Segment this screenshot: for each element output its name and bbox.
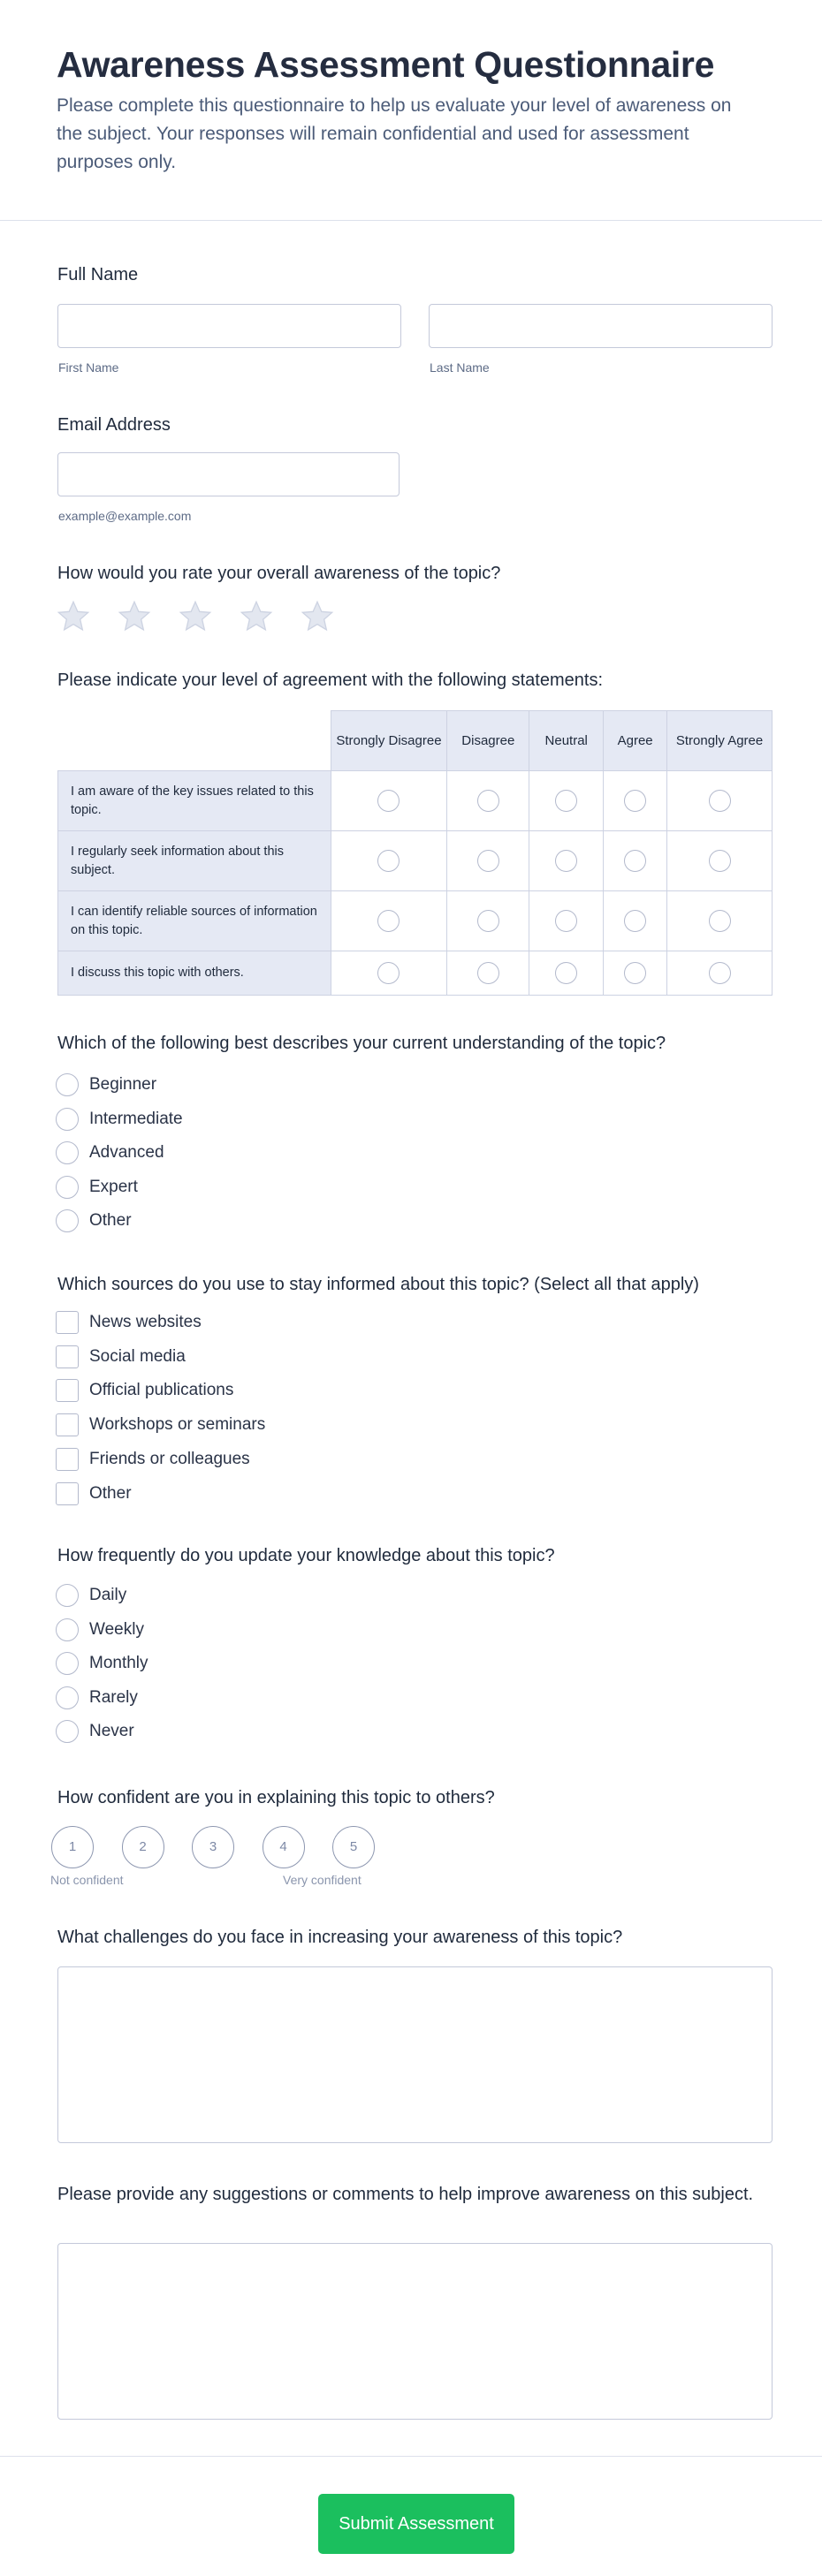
matrix-corner	[58, 711, 331, 771]
frequency-option[interactable]	[56, 1584, 126, 1607]
rating-question: How would you rate your overall awareness of the topic?	[57, 564, 501, 583]
matrix-cell	[667, 831, 773, 891]
matrix-cell	[667, 951, 773, 996]
header-divider	[0, 220, 822, 221]
matrix-radio[interactable]	[477, 910, 499, 932]
matrix-cell	[604, 951, 667, 996]
option-label: Rarely	[89, 1687, 138, 1707]
understanding-question: Which of the following best describes your current understanding of the topic?	[57, 1034, 666, 1053]
option-label: Expert	[89, 1177, 138, 1196]
matrix-cell	[529, 831, 604, 891]
radio-button[interactable]	[56, 1720, 79, 1743]
challenges-textarea[interactable]	[57, 1966, 773, 2143]
star-icon[interactable]	[117, 599, 152, 634]
option-label: Official publications	[89, 1381, 234, 1400]
matrix-row-label: I regularly seek information about this subject.	[58, 831, 331, 891]
matrix-row-label: I can identify reliable sources of information on this topic.	[58, 891, 331, 951]
radio-button[interactable]	[56, 1209, 79, 1232]
matrix-radio[interactable]	[624, 910, 646, 932]
scale-option[interactable]: 3	[192, 1826, 234, 1868]
suggestions-question: Please provide any suggestions or comments to help improve awareness on this subject.	[57, 2185, 754, 2204]
matrix-row	[58, 831, 773, 891]
matrix-column-header: Agree	[604, 711, 667, 771]
matrix-row-label: I discuss this topic with others.	[58, 951, 331, 996]
matrix-radio[interactable]	[709, 910, 731, 932]
matrix-cell	[604, 771, 667, 831]
matrix-cell	[604, 891, 667, 951]
suggestions-textarea[interactable]	[57, 2243, 773, 2420]
challenges-question: What challenges do you face in increasing your awareness of this topic?	[57, 1928, 623, 1947]
matrix-radio[interactable]	[477, 790, 499, 812]
page-description: Please complete this questionnaire to help us evaluate your level of awareness on the subject. Your responses will remain confidential and used for assessment purposes only.	[57, 95, 732, 172]
first-name-input[interactable]	[57, 304, 401, 348]
matrix-row-label: I am aware of the key issues related to this topic.	[58, 771, 331, 831]
radio-button[interactable]	[56, 1073, 79, 1096]
agreement-matrix	[57, 710, 773, 996]
star-icon[interactable]	[239, 599, 274, 634]
matrix-cell	[447, 771, 529, 831]
checkbox[interactable]	[56, 1311, 79, 1334]
understanding-option[interactable]	[56, 1073, 156, 1096]
matrix-column-header: Neutral	[529, 711, 604, 771]
option-label: Social media	[89, 1346, 186, 1366]
matrix-radio[interactable]	[555, 962, 577, 984]
matrix-cell	[331, 831, 447, 891]
matrix-radio[interactable]	[377, 910, 400, 932]
page-title: Awareness Assessment Questionnaire	[57, 44, 715, 85]
matrix-radio[interactable]	[624, 790, 646, 812]
option-label: Other	[89, 1483, 132, 1503]
matrix-radio[interactable]	[377, 962, 400, 984]
sources-option[interactable]	[56, 1482, 132, 1505]
confidence-question: How confident are you in explaining this topic to others?	[57, 1788, 495, 1807]
matrix-radio[interactable]	[555, 790, 577, 812]
frequency-option[interactable]	[56, 1686, 138, 1709]
understanding-option[interactable]	[56, 1141, 164, 1164]
scale-option[interactable]: 5	[332, 1826, 375, 1868]
radio-button[interactable]	[56, 1584, 79, 1607]
option-label: Other	[89, 1211, 132, 1230]
matrix-radio[interactable]	[477, 962, 499, 984]
sources-option[interactable]	[56, 1345, 186, 1368]
matrix-radio[interactable]	[555, 910, 577, 932]
matrix-cell	[331, 891, 447, 951]
matrix-column-header: Strongly Disagree	[331, 711, 447, 771]
footer-divider	[0, 2456, 822, 2457]
radio-button[interactable]	[56, 1176, 79, 1199]
email-label: Email Address	[57, 415, 171, 435]
sources-option[interactable]	[56, 1413, 265, 1436]
matrix-row	[58, 771, 773, 831]
matrix-cell	[667, 771, 773, 831]
matrix-radio[interactable]	[477, 850, 499, 872]
matrix-radio[interactable]	[624, 850, 646, 872]
option-label: Intermediate	[89, 1109, 183, 1128]
scale-option[interactable]: 2	[122, 1826, 164, 1868]
sources-option[interactable]	[56, 1379, 233, 1402]
scale-min-label: Not confident	[50, 1873, 124, 1887]
scale-max-label: Very confident	[283, 1873, 362, 1887]
matrix-cell	[529, 891, 604, 951]
option-label: Daily	[89, 1586, 127, 1604]
checkbox[interactable]	[56, 1345, 79, 1368]
full-name-label: Full Name	[57, 265, 139, 284]
matrix-cell	[447, 831, 529, 891]
matrix-row	[58, 951, 773, 996]
option-label: Friends or colleagues	[89, 1449, 250, 1468]
checkbox[interactable]	[56, 1379, 79, 1402]
last-name-sublabel: Last Name	[430, 360, 490, 375]
matrix-radio[interactable]	[555, 850, 577, 872]
sources-option[interactable]	[56, 1311, 202, 1334]
matrix-cell	[331, 951, 447, 996]
frequency-question: How frequently do you update your knowledge about this topic?	[57, 1546, 555, 1565]
email-sublabel: example@example.com	[58, 509, 192, 523]
matrix-cell	[529, 771, 604, 831]
frequency-option[interactable]	[56, 1652, 148, 1675]
scale-option[interactable]: 1	[51, 1826, 94, 1868]
frequency-option[interactable]	[56, 1618, 144, 1641]
matrix-radio[interactable]	[624, 962, 646, 984]
matrix-radio[interactable]	[377, 850, 400, 872]
matrix-cell	[331, 771, 447, 831]
option-label: Advanced	[89, 1143, 164, 1162]
matrix-radio[interactable]	[709, 790, 731, 812]
matrix-cell	[667, 891, 773, 951]
checkbox[interactable]	[56, 1482, 79, 1505]
star-icon[interactable]	[300, 599, 335, 634]
matrix-column-header: Strongly Agree	[667, 711, 773, 771]
option-label: Workshops or seminars	[89, 1415, 266, 1435]
understanding-option[interactable]	[56, 1209, 132, 1232]
matrix-cell	[447, 891, 529, 951]
matrix-column-header: Disagree	[447, 711, 529, 771]
matrix-cell	[447, 951, 529, 996]
option-label: Weekly	[89, 1619, 144, 1639]
first-name-sublabel: First Name	[58, 360, 119, 375]
radio-button[interactable]	[56, 1686, 79, 1709]
matrix-question: Please indicate your level of agreement with the following statements:	[57, 671, 604, 690]
matrix-radio[interactable]	[709, 962, 731, 984]
sources-option[interactable]	[56, 1448, 250, 1471]
checkbox[interactable]	[56, 1413, 79, 1436]
understanding-option[interactable]	[56, 1108, 183, 1131]
option-label: News websites	[89, 1313, 202, 1331]
radio-button[interactable]	[56, 1108, 79, 1131]
checkbox[interactable]	[56, 1448, 79, 1471]
understanding-option[interactable]	[56, 1176, 138, 1199]
matrix-radio[interactable]	[377, 790, 400, 812]
option-label: Beginner	[89, 1075, 157, 1094]
submit-button[interactable]: Submit Assessment	[318, 2494, 514, 2554]
scale-option[interactable]: 4	[263, 1826, 305, 1868]
radio-button[interactable]	[56, 1618, 79, 1641]
option-label: Monthly	[89, 1654, 148, 1672]
option-label: Never	[89, 1722, 134, 1740]
matrix-cell	[604, 831, 667, 891]
sources-question: Which sources do you use to stay informed about this topic? (Select all that apply)	[57, 1275, 699, 1294]
email-input[interactable]	[57, 452, 400, 496]
star-icon[interactable]	[178, 599, 213, 634]
matrix-radio[interactable]	[709, 850, 731, 872]
radio-button[interactable]	[56, 1652, 79, 1675]
radio-button[interactable]	[56, 1141, 79, 1164]
frequency-option[interactable]	[56, 1720, 134, 1743]
matrix-row	[58, 891, 773, 951]
star-icon[interactable]	[56, 599, 91, 634]
matrix-cell	[529, 951, 604, 996]
last-name-input[interactable]	[429, 304, 773, 348]
